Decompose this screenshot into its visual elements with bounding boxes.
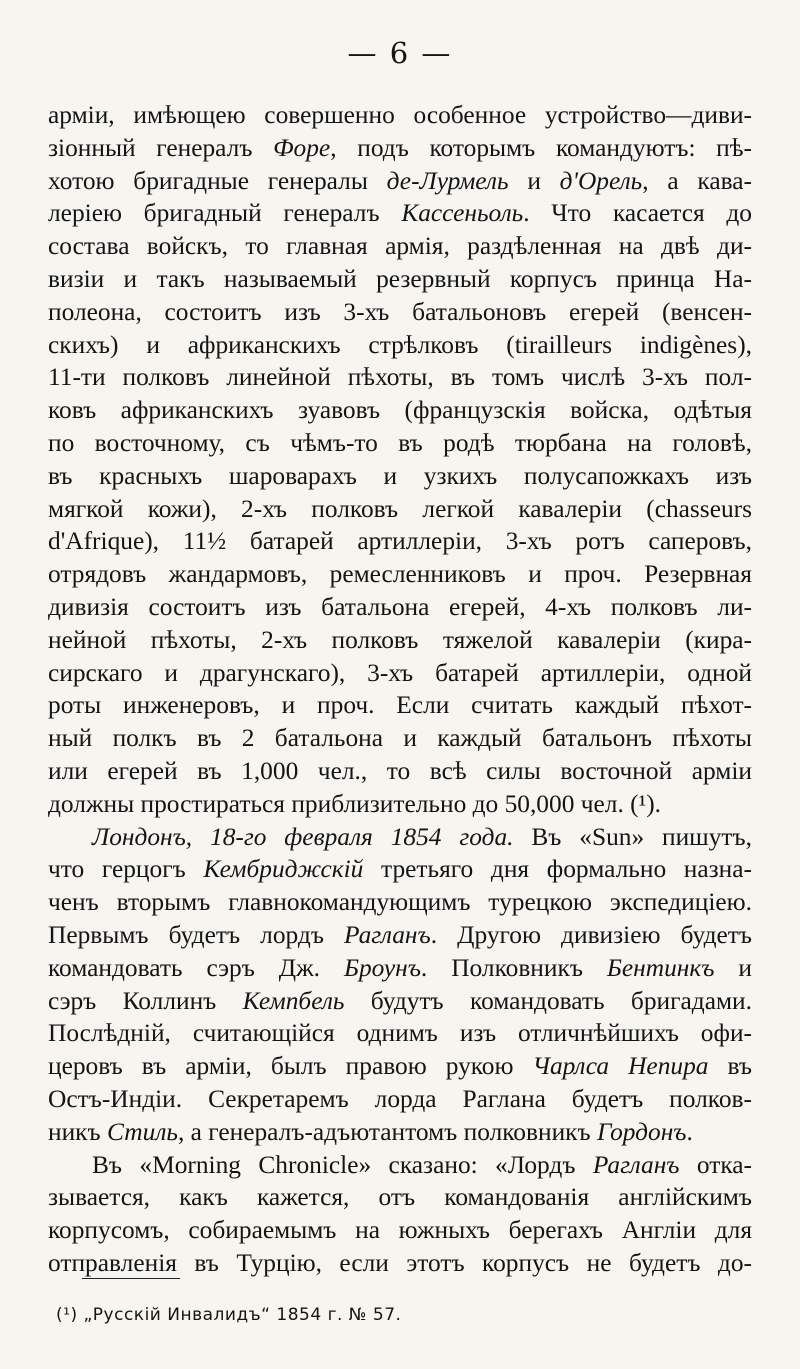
text-line: арміи, имѣющею совершенно особенное устройство—диви-	[48, 101, 752, 129]
text-line: 11-ти полковъ линейной пѣхоты, въ томъ числѣ 3-хъ пол-	[48, 363, 752, 392]
text-line: должны простираться приблизительно до 50,000 чел. (¹).	[48, 789, 662, 818]
text-line: церовъ въ арміи, былъ правою рукою Чарлса Непира въ	[48, 1052, 752, 1081]
text-line: ный полкъ въ 2 батальона и каждый батальонъ пѣхоты	[48, 724, 752, 753]
text-line: Въ «Morning Chronicle» сказано: «Лордъ Рагланъ отка-	[92, 1150, 753, 1179]
text-line: зіонный генералъ Форе, подъ которымъ командуютъ: пѣ-	[48, 133, 752, 162]
paragraph-3	[48, 1149, 752, 1280]
text-line: сэръ Коллинъ Кемпбель будутъ командовать бригадами.	[48, 986, 752, 1015]
text-line: зывается, какъ кажется, отъ командованія англійскимъ	[48, 1183, 752, 1212]
paragraph-1	[48, 99, 752, 821]
text-line: Лондонъ, 18-го февраля 1854 года. Въ «Sun» пишутъ,	[92, 822, 752, 851]
text-line: дивизія состоитъ изъ батальона егерей, 4-хъ полковъ ли-	[48, 592, 752, 621]
italic-name: Лондонъ, 18-го февраля 1854 года.	[92, 822, 514, 851]
text-line: скихъ) и африканскихъ стрѣлковъ (tirailleurs indigènes),	[48, 330, 752, 359]
italic-name: Гордонъ	[596, 1117, 687, 1146]
text-line: леріею бригадный генералъ Кассеньоль. Что касается до	[48, 199, 752, 228]
italic-name: де-Лурмель	[386, 166, 509, 195]
text-line: что герцогъ Кембриджскій третьяго дня формально назна-	[48, 855, 752, 884]
italic-name: Кембриджскій	[203, 855, 364, 884]
text-line: полеона, состоитъ изъ 3-хъ батальоновъ егерей (венсен-	[48, 297, 752, 326]
italic-name: Стиль	[107, 1117, 178, 1146]
text-line: никъ Стиль, а генералъ-адъютантомъ полковникъ Гордонъ.	[48, 1117, 693, 1146]
italic-name: Кассеньоль	[401, 199, 524, 228]
text-line: въ красныхъ шароварахъ и узкихъ полусапожкахъ изъ	[48, 461, 752, 490]
footnote: (¹) „Русскій Инвалидъ“ 1854 г. № 57.	[56, 1305, 402, 1325]
text-line: Первымъ будетъ лордъ Рагланъ. Другою дивизіею будетъ	[48, 920, 753, 949]
text-line: отрядовъ жандармовъ, ремесленниковъ и проч. Резервная	[48, 560, 752, 589]
text-line: нейной пѣхоты, 2-хъ полковъ тяжелой кавалеріи (кира-	[48, 625, 752, 654]
italic-name: Рагланъ	[592, 1150, 680, 1179]
text-line: ченъ вторымъ главнокомандующимъ турецкою экспедиціею.	[48, 888, 752, 917]
text-line: роты инженеровъ, и проч. Если считать каждый пѣхот-	[48, 691, 752, 720]
text-line: сирскаго и драгунскаго), 3-хъ батарей артиллеріи, одной	[48, 658, 752, 687]
italic-name: Форе	[273, 133, 331, 162]
text-line: d'Afrique), 11½ батарей артиллеріи, 3-хъ ротъ саперовъ,	[48, 527, 752, 556]
text-line: корпусомъ, собираемымъ на южныхъ берегахъ Англіи для	[48, 1216, 752, 1245]
text-line: хотою бригадные генералы де-Лурмель и д'Орель, а кава-	[48, 166, 752, 195]
page-number: — 6 —	[347, 36, 453, 70]
italic-name: Бентинкъ	[606, 953, 715, 982]
footnote-divider	[82, 1278, 180, 1279]
text-line: или егерей въ 1,000 чел., то всѣ силы восточной арміи	[48, 756, 752, 785]
italic-name: д'Орель	[559, 166, 643, 195]
text-line: Остъ-Индіи. Секретаремъ лорда Раглана будетъ полков-	[48, 1084, 752, 1113]
text-line: визіи и такъ называемый резервный корпусъ принца На-	[48, 264, 752, 293]
italic-name: Кемпбель	[242, 986, 345, 1015]
text-line: командовать сэръ Дж. Броунъ. Полковникъ Бентинкъ и	[48, 953, 753, 982]
paragraph-2	[48, 821, 752, 1149]
italic-name: Рагланъ	[344, 920, 431, 949]
text-line: по восточному, съ чѣмъ-то въ родѣ тюрбана на головѣ,	[48, 428, 752, 457]
text-line: Послѣдній, считающійся однимъ изъ отличнѣйшихъ офи-	[48, 1019, 752, 1048]
italic-name: Чарлса Непира	[532, 1052, 709, 1081]
italic-name: Броунъ	[343, 953, 421, 982]
text-line: ковъ африканскихъ зуавовъ (французскія войска, одѣтыя	[48, 396, 752, 425]
text-line: мягкой кожи), 2-хъ полковъ легкой кавалеріи (chasseurs	[48, 494, 752, 523]
body-text	[48, 99, 752, 1280]
text-line: отправленія въ Турцію, если этотъ корпусъ не будетъ до-	[48, 1248, 752, 1277]
text-line: состава войскъ, то главная армія, раздѣленная на двѣ ди-	[48, 232, 752, 261]
